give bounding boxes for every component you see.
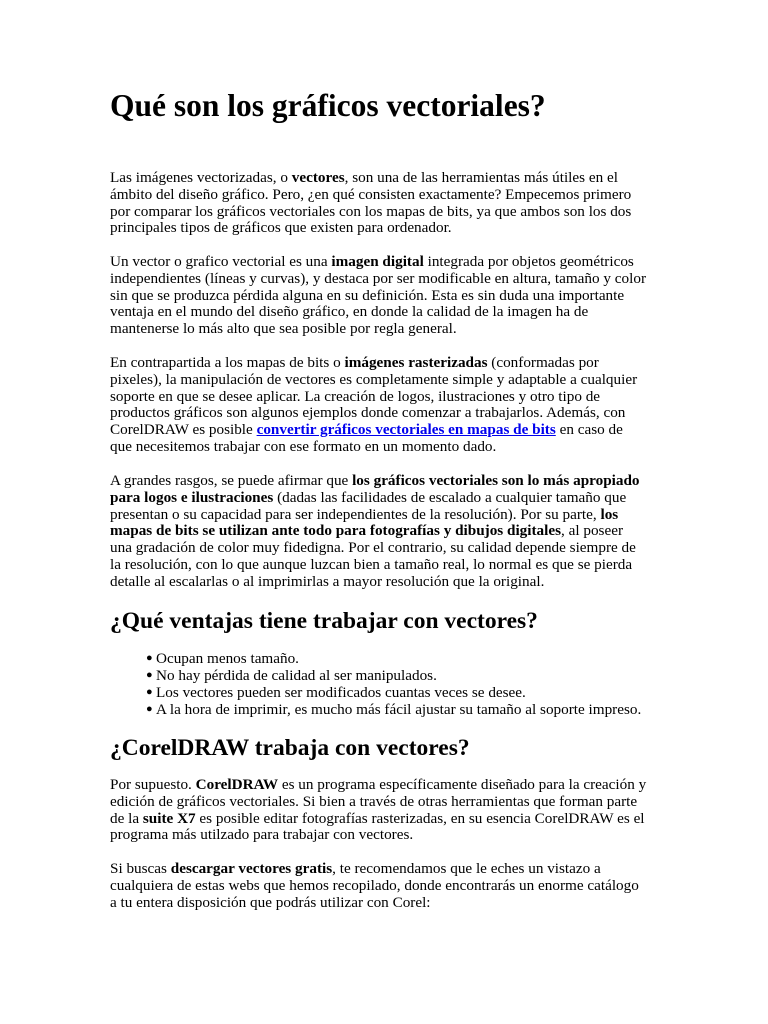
text-line: En contrapartida a los mapas de bits o imágenes rasterizadas (conformadas por xyxy=(110,354,599,371)
text-line: pixeles), la manipulación de vectores es completamente simple y adaptable a cualquier xyxy=(110,370,638,388)
text-line: a tu entera disposición que podrás utilizar con Corel: xyxy=(110,893,431,911)
text-line: mapas de bits se utilizan ante todo para fotografías y dibujos digitales, al poseer xyxy=(110,522,624,540)
text-line: de la suite X7 es posible editar fotografías rasterizadas, en su esencia CorelDRAW es el xyxy=(110,809,645,827)
text-line: productos gráficos son algunos ejemplos donde comenzar a trabajarlos. Además, con xyxy=(110,404,626,422)
text-line: ámbito del diseño gráfico. Pero, ¿en qué consisten exactamente? Empecemos primero xyxy=(110,185,632,203)
text-line: por comparar los gráficos vectoriales con los mapas de bits, ya que ambos son los dos xyxy=(110,202,632,220)
text-line: Las imágenes vectorizadas, o vectores, son una de las herramientas más útiles en el xyxy=(110,169,618,186)
paragraph-intro xyxy=(110,170,662,237)
text-line: que necesitemos trabajar con ese formato en un momento dado. xyxy=(110,437,497,455)
list-item: ● Los vectores pueden ser modificados cuantas veces se desee. xyxy=(146,684,526,701)
text-line: A grandes rasgos, se puede afirmar que los gráficos vectoriales son lo más apropiado xyxy=(110,472,640,489)
paragraph-summary xyxy=(110,473,662,591)
paragraph-coreldraw xyxy=(110,777,662,844)
page-title: Qué son los gráficos vectoriales? xyxy=(110,88,546,123)
text-line: detalle al escalarlas o al imprimirlas a mayor resolución que la original. xyxy=(110,572,545,590)
text-line: Un vector o grafico vectorial es una imagen digital integrada por objetos geométricos xyxy=(110,253,634,270)
paragraph-vector-definition xyxy=(110,254,662,338)
text-line: cualquiera de estas webs que hemos recopilado, donde encontrarás un enorme catálogo xyxy=(110,876,639,894)
text-line: CorelDRAW es posible convertir gráficos vectoriales en mapas de bits en caso de xyxy=(110,421,623,439)
text-line: independientes (líneas y curvas), y destaca por ser modificable en altura, tamaño y color xyxy=(110,269,646,287)
section-heading-coreldraw: ¿CorelDRAW trabaja con vectores? xyxy=(110,735,470,761)
bullet-icon: ● xyxy=(146,703,153,715)
text-line: Por supuesto. CorelDRAW es un programa específicamente diseñado para la creación y xyxy=(110,776,647,793)
paragraph-raster-comparison xyxy=(110,355,662,456)
text-line: la resolución, con lo que aunque luzcan bien a tamaño real, lo normal es que se pierda xyxy=(110,555,633,573)
bullet-icon: ● xyxy=(146,652,153,664)
text-line: una gradación de color muy fidedigna. Por el contrario, su calidad depende siempre de xyxy=(110,539,636,557)
bullet-icon: ● xyxy=(146,686,153,698)
list-item: ● Ocupan menos tamaño. xyxy=(146,650,299,667)
text-line: Si buscas descargar vectores gratis, te recomendamos que le eches un vistazo a xyxy=(110,860,601,877)
text-line: para logos e ilustraciones (dadas las facilidades de escalado a cualquier tamaño que xyxy=(110,488,627,506)
list-item: ● No hay pérdida de calidad al ser manipulados. xyxy=(146,667,437,684)
paragraph-free-vectors xyxy=(110,861,662,911)
text-line: soporte en que se desee aplicar. La creación de logos, ilustraciones y otro tipo de xyxy=(110,387,601,405)
text-line: presentan o su capacidad para ser independientes de la resolución). Por su parte, los xyxy=(110,505,619,523)
text-line: sin que se produzca pérdida alguna en su definición. Esta es sin duda una importante xyxy=(110,286,625,304)
bullet-icon: ● xyxy=(146,669,153,681)
convert-vectors-link[interactable]: convertir gráficos vectoriales en mapas de bits xyxy=(256,421,556,439)
section-heading-advantages: ¿Qué ventajas tiene trabajar con vectores? xyxy=(110,608,538,634)
text-line: edición de gráficos vectoriales. Si bien a través de otras herramientas que forman parte xyxy=(110,792,638,810)
text-line: ventaja en el mundo del diseño gráfico, en donde la calidad de la imagen ha de xyxy=(110,303,589,321)
advantages-list xyxy=(146,650,641,718)
text-line: programa más utilzado para trabajar con vectores. xyxy=(110,826,414,844)
text-line: principales tipos de gráficos que existen para ordenador. xyxy=(110,219,452,237)
text-line: mantenerse lo más alto que sea posible por regla general. xyxy=(110,320,457,338)
list-item: ● A la hora de imprimir, es mucho más fácil ajustar su tamaño al soporte impreso. xyxy=(146,701,642,718)
